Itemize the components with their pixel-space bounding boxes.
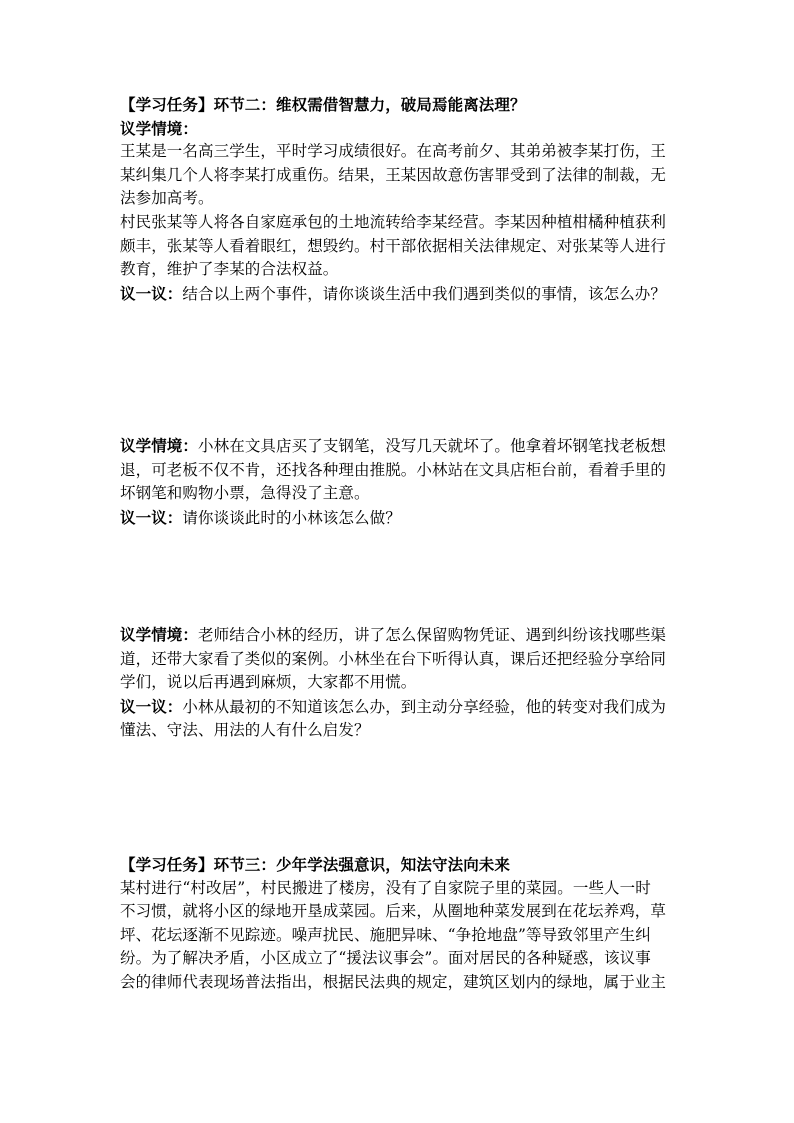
discussion-question xyxy=(120,506,680,531)
paragraph-line: 村民张某等人将各自家庭承包的土地流转给李某经营。李某因种植柑橘种植获利 xyxy=(120,212,667,231)
paragraph-line xyxy=(120,434,680,459)
scenario-block-two xyxy=(120,434,680,530)
section-two xyxy=(120,93,680,306)
paragraph-line: 某村进行“村改居”，村民搬进了楼房，没有了自家院子里的菜园。一些人一时 xyxy=(120,878,651,897)
paragraph-line: 坪、花坛逐渐不见踪迹。噪声扰民、施肥异味、“争抢地盘”等导致邻里产生纠 xyxy=(120,925,651,944)
discussion-label: 议一议： xyxy=(120,696,183,716)
section-three xyxy=(120,853,680,995)
scenario-label: 议学情境： xyxy=(120,436,199,455)
paragraph-line: 不习惯，就将小区的绿地开垦成菜园。后来，从圈地种菜发展到在花坛养鸡，草 xyxy=(120,902,667,921)
paragraph-line: 学们，说以后再遇到麻烦，大家都不用慌。 xyxy=(120,673,417,692)
paragraph-line xyxy=(120,623,680,648)
section-two-heading: 【学习任务】环节二：维权需借智慧力，破局焉能离法理？ xyxy=(120,95,526,114)
paragraph-line: 懂法、守法、用法的人有什么启发？ xyxy=(120,721,370,740)
case-one-paragraph xyxy=(120,140,680,211)
paragraph-line: 王某是一名高三学生，平时学习成绩很好。在高考前夕、其弟弟被李某打伤，王 xyxy=(120,142,667,161)
paragraph-line: 会的律师代表现场普法指出，根据民法典的规定，建筑区划内的绿地，属于业主 xyxy=(120,972,667,991)
discussion-label: 议一议： xyxy=(120,283,183,303)
paragraph-line: 道，还带大家看了类似的案例。小林坐在台下听得认真，课后还把经验分享给同 xyxy=(120,649,667,668)
discussion-text: 结合以上两个事件，请你谈谈生活中我们遇到类似的事情，该怎么办？ xyxy=(182,284,667,303)
paragraph-line: 某纠集几个人将李某打成重伤。结果，王某因故意伤害罪受到了法律的制裁，无 xyxy=(120,165,667,184)
discussion-question xyxy=(120,695,680,720)
scenario-block-three xyxy=(120,623,680,743)
scenario-label: 议学情境： xyxy=(120,118,199,138)
discussion-label: 议一议： xyxy=(120,507,183,527)
paragraph-line: 纷。为了解决矛盾，小区成立了“援法议事会”。面对居民的各种疑惑，该议事 xyxy=(120,949,651,968)
case-two-paragraph xyxy=(120,211,680,282)
paragraph-line: 法参加高考。 xyxy=(120,189,214,208)
discussion-text: 请你谈谈此时的小林该怎么做？ xyxy=(182,508,401,527)
scenario-text: 老师结合小林的经历，讲了怎么保留购物凭证、遇到纠纷该找哪些渠 xyxy=(198,626,667,644)
discussion-text: 小林从最初的不知道该怎么办，到主动分享经验，他的转变对我们成为 xyxy=(182,697,667,716)
section-three-heading: 【学习任务】环节三：少年学法强意识，知法守法向未来 xyxy=(120,855,511,874)
scenario-label: 议学情境： xyxy=(120,625,199,644)
paragraph-line: 颇丰，张某等人看着眼红，想毁约。村干部依据相关法律规定、对张某等人进行 xyxy=(120,236,667,255)
discussion-question xyxy=(120,282,680,307)
paragraph-line: 教育，维护了李某的合法权益。 xyxy=(120,260,339,279)
paragraph-line: 退，可老板不仅不肯，还找各种理由推脱。小林站在文具店柜台前，看着手里的 xyxy=(120,460,667,479)
scenario-text: 小林在文具店买了支钢笔，没写几天就坏了。他拿着坏钢笔找老板想 xyxy=(198,437,667,455)
paragraph-line: 坏钢笔和购物小票，急得没了主意。 xyxy=(120,484,370,503)
